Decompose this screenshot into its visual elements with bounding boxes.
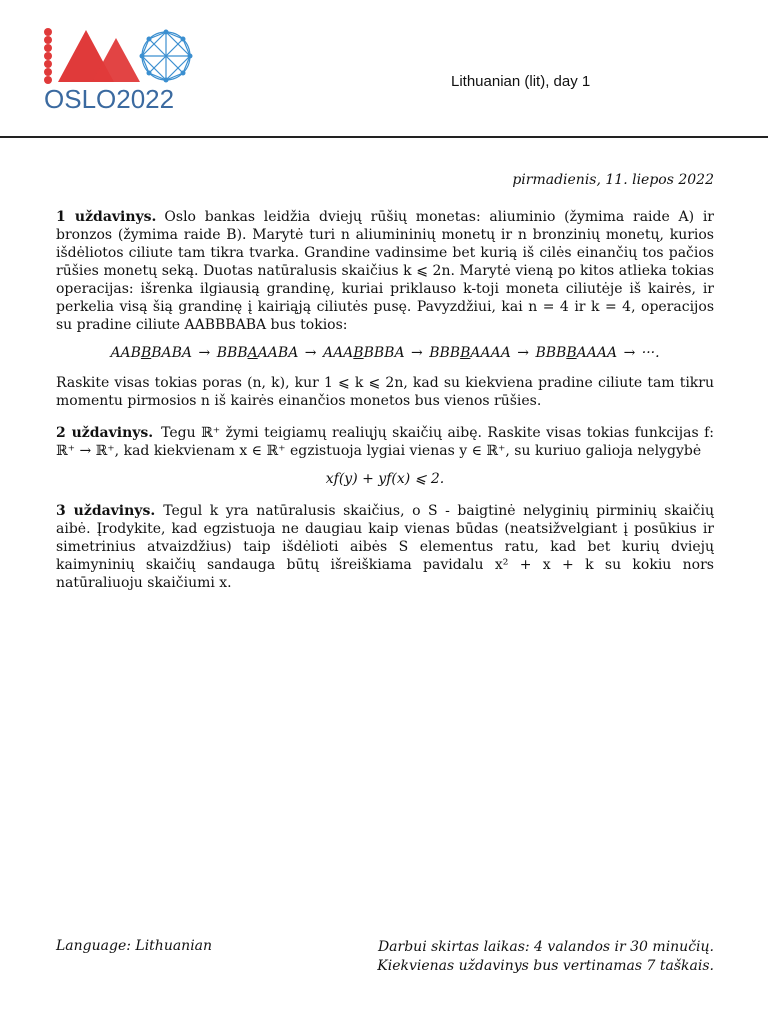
header-title: Lithuanian (lit), day 1	[451, 73, 591, 90]
footer-points: Kiekvienas uždavinys bus vertinamas 7 taškais.	[377, 958, 714, 974]
footer-info	[377, 938, 714, 976]
problem-2-text: Tegu ℝ⁺ žymi teigiamų realiųjų skaičių aibę. Raskite visas tokias funkcijas f: ℝ⁺ → ℝ⁺, kad kiekvienam x ∈ ℝ⁺ egzistuoja lygiai vienas y ∈ ℝ⁺, su kuriuo galioja nelygybė	[56, 425, 714, 459]
header-divider	[0, 136, 768, 138]
problem-1-label: 1 uždavinys.	[56, 209, 157, 225]
footer-time-limit: Darbui skirtas laikas: 4 valandos ir 30 minučių.	[377, 939, 714, 955]
problems-content	[56, 208, 714, 606]
problem-2-label: 2 uždavinys.	[56, 425, 154, 441]
logo-wordmark	[44, 84, 174, 115]
problem-3-label: 3 uždavinys.	[56, 503, 156, 519]
problem-2-formula: xf(y) + yf(x) ⩽ 2.	[325, 471, 445, 487]
problem-1-formula: AABBBABA → BBBAAABA → AAABBBBA → BBBBAAAA → BBBBAAAA → ···.	[110, 345, 660, 361]
problem-3	[56, 502, 714, 592]
problem-1-statement	[56, 208, 714, 334]
page-header	[0, 0, 768, 136]
logo-oslo-text: OSLO	[44, 84, 117, 114]
logo-year-text: 2022	[116, 84, 175, 114]
problem-2	[56, 424, 714, 488]
problem-1-text: Oslo bankas leidžia dviejų rūšių monetas: aliuminio (žymima raide A) ir bronzos (žymima raide B). Marytė turi n aliumininių monetų ir n bronzinių monetų, kurios išdėliotos ciliute tam tikra tvarka. Grandine vadinsime bet kurią iš cilės einančių tos pačios rūšies monetų seką. Duotas natūralusis skaičius k ⩽ 2n. Marytė vieną po kitos atlieka tokias operacijas: išrenka ilgiausią grandinę, kuriai priklauso k-toji moneta ciliutėje iš kairės, ir perkelia visą šią grandinę į kairiąją ciliutės pusę. Pavyzdžiui, kai n = 4 ir k = 4, operacijos su pradine ciliute AABBBABA bus tokios:	[56, 209, 714, 333]
footer-language: Language: Lithuanian	[56, 938, 213, 954]
problem-1	[56, 208, 714, 410]
problem-1-question: Raskite visas tokias poras (n, k), kur 1 ⩽ k ⩽ 2n, kad su kiekviena pradine ciliute tam tikru momentu pirmosios n iš kairės einančios monetos bus vienos rūšies.	[56, 375, 714, 409]
problem-3-text: Tegul k yra natūralusis skaičius, o S - baigtinė nelyginių pirminių skaičių aibė. Įrodykite, kad egzistuoja ne daugiau kaip vienas būdas (neatsižvelgiant į posūkius ir simetrinius atvaizdžius) taip išdėlioti aibės S elementus ratu, kad bet kurių dviejų kaimyninių skaičių sandauga būtų išreiškiama pavidalu x² + x + k su kokiu nors natūraliuoju skaičiumi x.	[56, 503, 714, 591]
problem-3-statement	[56, 502, 714, 592]
exam-date: pirmadienis, 11. liepos 2022	[512, 172, 714, 188]
problem-2-statement	[56, 424, 714, 460]
